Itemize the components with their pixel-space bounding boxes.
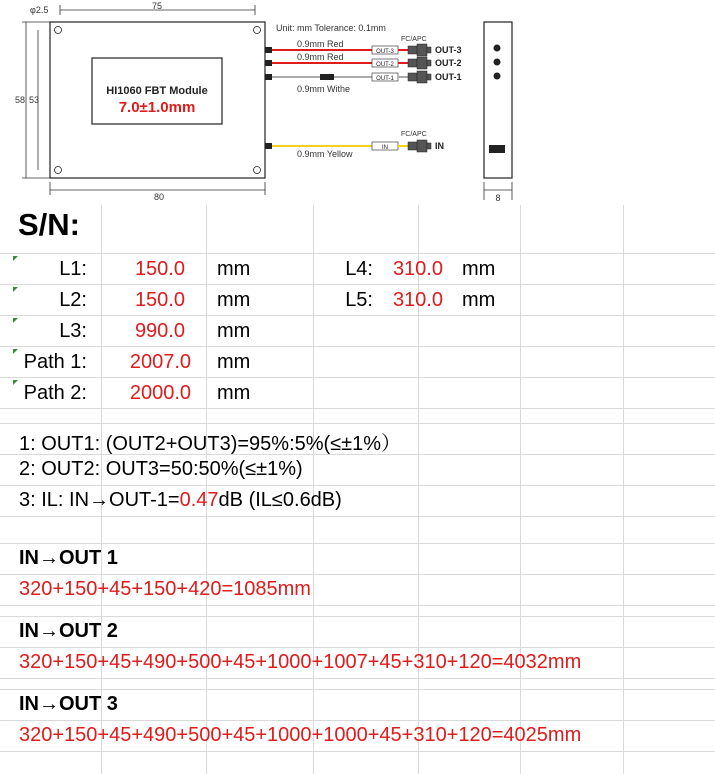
length-label-path2: Path 2: [23,382,87,404]
length-value-l4: 310.0 [392,258,443,280]
dim-53-label: 53 [29,95,40,105]
note-il-prefix: 3: IL: IN→OUT-1= [19,489,180,511]
note-il-value: 0.47 [179,489,219,511]
length-unit-l3: mm [217,320,251,342]
length-unit-l1: mm [217,258,251,280]
cell-marker [13,380,18,385]
tag-out3: OUT-3 [376,49,394,55]
note-split-ratio-out1: 1: OUT1: (OUT2+OUT3)=95%:5%(≤±1%） [19,433,402,455]
cell-marker [13,318,18,323]
length-value-l3: 990.0 [134,320,185,342]
tag-in: IN [382,145,388,151]
fiber-red-2-label: 0.9mm Red [297,52,344,62]
port-out3: OUT-3 [435,45,462,55]
cell-marker [13,287,18,292]
length-label-l1: L1: [59,258,87,280]
tag-out1: OUT-1 [376,76,394,82]
length-value-l1: 150.0 [134,258,185,280]
tag-out2: OUT-2 [376,62,394,68]
path-title-out3: IN→OUT 3 [19,693,118,715]
length-label-l5: L5: [345,289,373,311]
note-il-suffix: dB (IL≤0.6dB) [218,489,342,511]
length-value-l2: 150.0 [134,289,185,311]
length-label-l4: L4: [345,258,373,280]
fiber-yellow-label: 0.9mm Yellow [297,149,353,159]
length-unit-l2: mm [217,289,251,311]
connector-type-bottom: FC/APC [401,131,427,138]
length-value-path1: 2007.0 [129,351,191,373]
length-unit-l4: mm [462,258,496,280]
length-label-path1: Path 1: [23,351,87,373]
path-title-out2: IN→OUT 2 [19,620,118,642]
length-label-l2: L2: [59,289,87,311]
path-calc-out2: 320+150+45+490+500+45+1000+1007+45+310+120=4032mm [19,651,582,673]
module-size: 7.0±1.0mm [118,99,196,116]
length-value-path2: 2000.0 [129,382,191,404]
cell-marker [13,349,18,354]
fiber-white-label: 0.9mm Withe [297,84,351,94]
length-unit-l5: mm [462,289,496,311]
module-name: HI1060 FBT Module [106,85,208,97]
path-calc-out3: 320+150+45+490+500+45+1000+1000+45+310+120=4025mm [19,724,582,746]
dim-75-label: 75 [152,1,163,11]
port-out1: OUT-1 [435,72,462,82]
serial-number-label: S/N: [18,207,80,242]
path-title-out1: IN→OUT 1 [19,547,118,569]
port-in: IN [435,141,444,151]
path-calc-out1: 320+150+45+150+420=1085mm [19,578,311,600]
dim-80-label: 80 [154,192,165,202]
note-split-ratio-out2: 2: OUT2: OUT3=50:50%(≤±1%) [19,458,303,480]
length-label-l3: L3: [59,320,87,342]
dim-58-label: 58 [15,95,26,105]
connector-type-top: FC/APC [401,36,427,43]
dim-phi-label: φ2.5 [30,5,49,15]
dim-8-label: 8 [495,193,501,203]
port-out2: OUT-2 [435,58,462,68]
unit-tolerance: Unit: mm Tolerance: 0.1mm [276,23,386,33]
fiber-red-1-label: 0.9mm Red [297,39,344,49]
cell-marker [13,256,18,261]
length-unit-path2: mm [217,382,251,404]
module-dimension-drawing [0,0,715,205]
length-value-l5: 310.0 [392,289,443,311]
length-unit-path1: mm [217,351,251,373]
note-insertion-loss [19,489,342,512]
